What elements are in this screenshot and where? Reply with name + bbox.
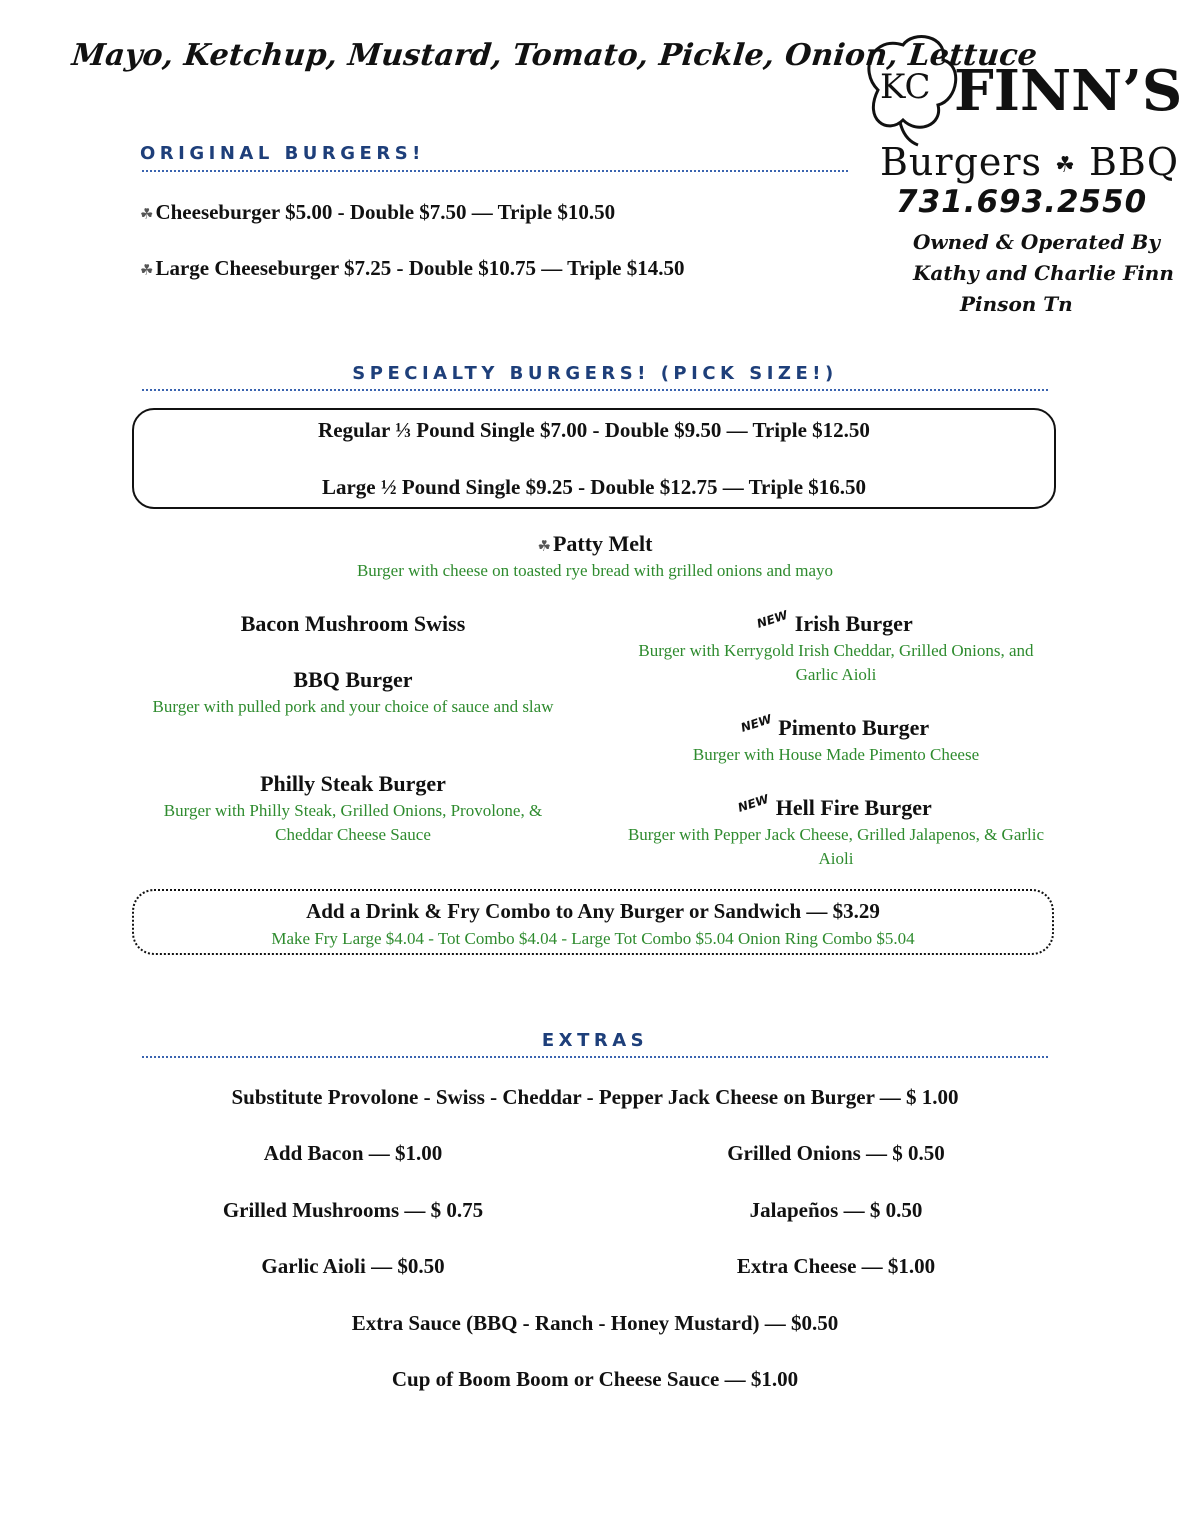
new-badge: NEW (738, 711, 774, 735)
new-badge: NEW (755, 607, 790, 631)
extras-add-bacon: Add Bacon — $1.00 (263, 1141, 443, 1165)
shamrock-bullet-icon: ☘ (140, 263, 154, 279)
extras-extra-cheese: Extra Cheese — $1.00 (736, 1254, 936, 1278)
hell-fire-burger-name (626, 791, 1046, 821)
philly-steak-burger-desc: Burger with Philly Steak, Grilled Onions, Provolone, & Cheddar Cheese Sauce (163, 801, 543, 844)
extras-substitute: Substitute Provolone - Swiss - Cheddar - Pepper Jack Cheese on Burger — $ 1.00 (231, 1085, 959, 1109)
bacon-mushroom-swiss-name: Bacon Mushroom Swiss (240, 611, 466, 636)
size-large: Large ½ Pound Single $9.25 - Double $12.75 — Triple $16.50 (321, 475, 867, 499)
extras-grilled-mushrooms: Grilled Mushrooms — $ 0.75 (222, 1198, 484, 1222)
original-divider (142, 170, 848, 172)
owners-line: Kathy and Charlie Finn (913, 261, 1174, 285)
logo-subtitle (880, 140, 1179, 184)
patty-melt-name (142, 531, 1048, 557)
extras-divider (142, 1056, 1048, 1058)
philly-steak-burger-name: Philly Steak Burger (260, 771, 446, 796)
original-item-large-cheeseburger (140, 256, 685, 281)
hell-fire-burger-desc: Burger with Pepper Jack Cheese, Grilled Jalapenos, & Garlic Aioli (627, 825, 1045, 868)
extras-heading: EXTRAS (541, 1030, 649, 1051)
pimento-burger-name (626, 711, 1046, 741)
specialty-burgers-heading: SPECIALTY BURGERS! (PICK SIZE!) (352, 363, 838, 384)
phone-number: 731.693.2550 (896, 184, 1148, 220)
logo-initials: KC (880, 67, 931, 107)
combo-title: Add a Drink & Fry Combo to Any Burger or Sandwich — $3.29 (306, 899, 880, 923)
patty-melt-desc: Burger with cheese on toasted rye bread with grilled onions and mayo (356, 561, 834, 580)
logo-name: FINN’S (954, 58, 1183, 124)
irish-burger-label: Irish Burger (794, 611, 913, 636)
patty-melt-label: Patty Melt (552, 531, 653, 556)
extras-cup-sauce: Cup of Boom Boom or Cheese Sauce — $1.00 (391, 1367, 799, 1391)
extras-garlic-aioli: Garlic Aioli — $0.50 (261, 1254, 445, 1278)
extras-grilled-onions: Grilled Onions — $ 0.50 (727, 1141, 945, 1165)
shamrock-icon: ☘ (1055, 153, 1076, 178)
logo-subtitle-burgers: Burgers (880, 140, 1043, 184)
original-burgers-heading: ORIGINAL BURGERS! (140, 143, 425, 164)
shamrock-bullet-icon: ☘ (537, 539, 551, 555)
shamrock-bullet-icon: ☘ (140, 207, 154, 223)
location-line: Pinson Tn (960, 292, 1073, 316)
owned-by-line: Owned & Operated By (913, 230, 1160, 254)
size-regular: Regular ⅓ Pound Single $7.00 - Double $9.50 — Triple $12.50 (318, 418, 870, 442)
hell-fire-burger-label: Hell Fire Burger (775, 795, 932, 820)
extras-jalapenos: Jalapeños — $ 0.50 (749, 1198, 923, 1222)
toppings-line: Mayo, Ketchup, Mustard, Tomato, Pickle, Onion, Lettuce (70, 38, 1039, 73)
original-item-text: Large Cheeseburger $7.25 - Double $10.75 — Triple $14.50 (155, 256, 685, 280)
pimento-burger-desc: Burger with House Made Pimento Cheese (692, 745, 980, 764)
bbq-burger-desc: Burger with pulled pork and your choice of sauce and slaw (152, 697, 554, 716)
irish-burger-name (626, 607, 1046, 637)
irish-burger-desc: Burger with Kerrygold Irish Cheddar, Grilled Onions, and Garlic Aioli (638, 641, 1034, 684)
pimento-burger-label: Pimento Burger (778, 715, 930, 740)
combo-desc: Make Fry Large $4.04 - Tot Combo $4.04 - Large Tot Combo $5.04 Onion Ring Combo $5.04 (271, 929, 915, 948)
original-item-cheeseburger (140, 200, 615, 225)
new-badge: NEW (736, 791, 771, 815)
extras-extra-sauce: Extra Sauce (BBQ - Ranch - Honey Mustard) — $0.50 (351, 1311, 839, 1335)
logo-subtitle-bbq: BBQ (1088, 140, 1179, 184)
original-item-text: Cheeseburger $5.00 - Double $7.50 — Triple $10.50 (155, 200, 616, 224)
specialty-divider (142, 389, 1048, 391)
bbq-burger-name: BBQ Burger (293, 667, 413, 692)
